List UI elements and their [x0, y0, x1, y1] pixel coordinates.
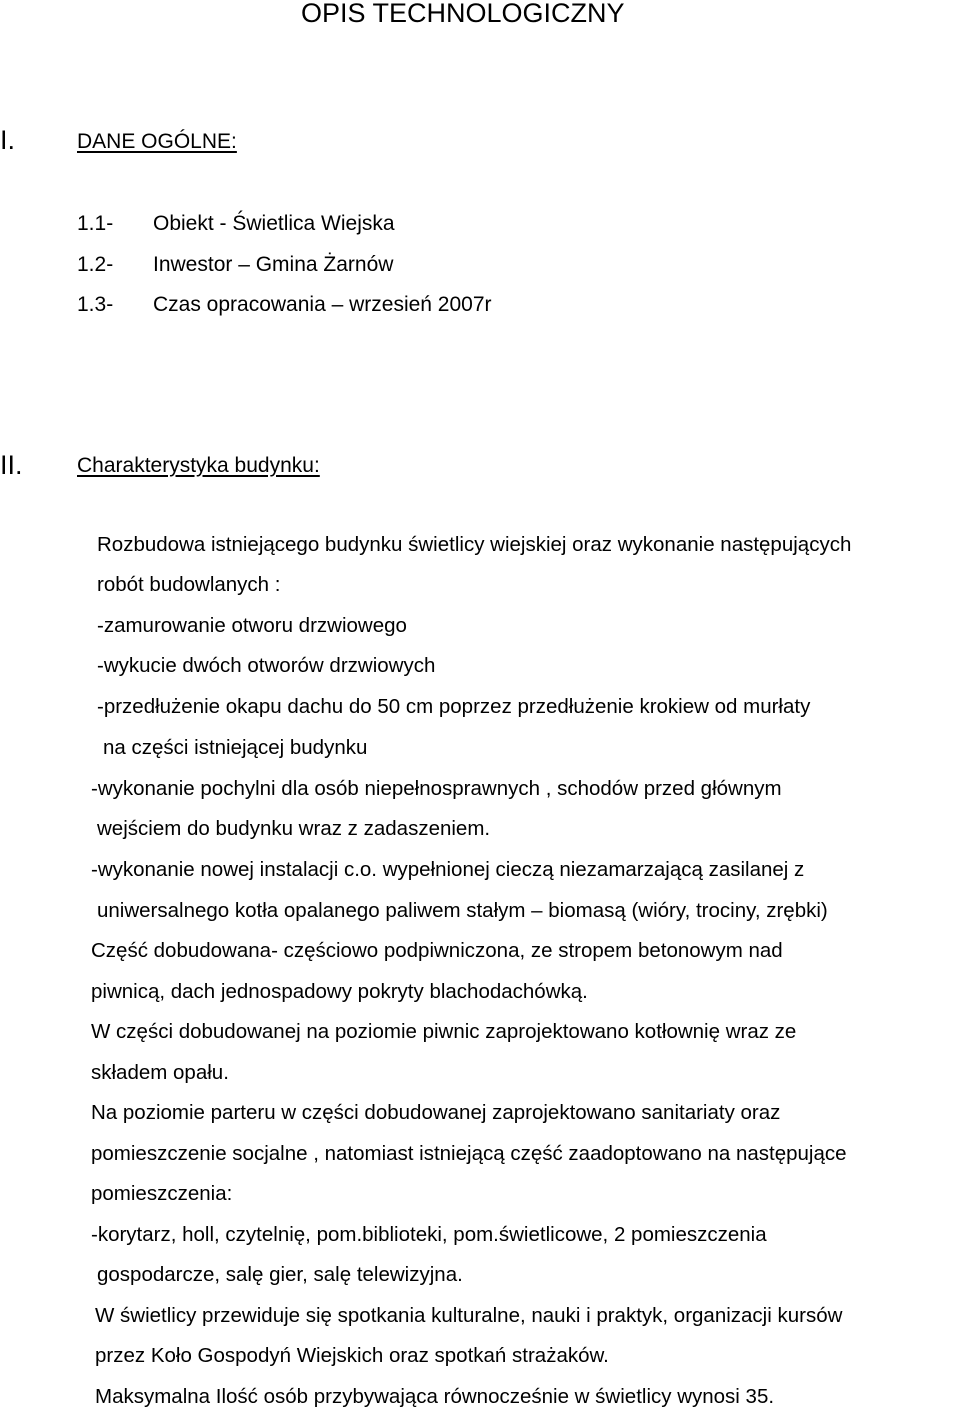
paragraph-line: Rozbudowa istniejącego budynku świetlicy wiejskiej oraz wykonanie następujących	[97, 533, 852, 556]
paragraph-line: przez Koło Gospodyń Wiejskich oraz spotkań strażaków.	[95, 1344, 609, 1367]
section-1-heading: DANE OGÓLNE:	[77, 130, 237, 153]
item-number: 1.1-	[77, 212, 114, 235]
paragraph-line: -wykonanie pochylni dla osób niepełnosprawnych , schodów przed głównym	[91, 777, 782, 800]
paragraph-line: W części dobudowanej na poziomie piwnic zaprojektowano kotłownię wraz ze	[91, 1020, 797, 1043]
item-text: Obiekt - Świetlica Wiejska	[153, 212, 395, 235]
item-number: 1.3-	[77, 293, 114, 316]
paragraph-line: Maksymalna Ilość osób przybywająca równocześnie w świetlicy wynosi 35.	[95, 1385, 775, 1408]
document-title: OPIS TECHNOLOGICZNY	[301, 0, 625, 28]
paragraph-line: robót budowlanych :	[97, 573, 281, 596]
paragraph-line: wejściem do budynku wraz z zadaszeniem.	[97, 817, 491, 840]
paragraph-line: -przedłużenie okapu dachu do 50 cm poprzez przedłużenie krokiew od murłaty	[97, 695, 811, 718]
paragraph-line: -wykucie dwóch otworów drzwiowych	[97, 654, 436, 677]
paragraph-line: Część dobudowana- częściowo podpiwniczona, ze stropem betonowym nad	[91, 939, 783, 962]
paragraph-line: -korytarz, holl, czytelnię, pom.biblioteki, pom.świetlicowe, 2 pomieszczenia	[91, 1223, 767, 1246]
paragraph-line: -wykonanie nowej instalacji c.o. wypełnionej cieczą niezamarzającą zasilanej z	[91, 858, 805, 881]
paragraph-line: piwnicą, dach jednospadowy pokryty blachodachówką.	[91, 980, 588, 1003]
paragraph-line: uniwersalnego kotła opalanego paliwem stałym – biomasą (wióry, trociny, zrębki)	[97, 899, 828, 922]
paragraph-line: składem opału.	[91, 1061, 229, 1084]
section-2-heading: Charakterystyka budynku:	[77, 454, 320, 477]
item-number: 1.2-	[77, 253, 114, 276]
item-text: Inwestor – Gmina Żarnów	[153, 253, 394, 276]
section-1-number: I.	[0, 125, 16, 155]
section-2-number: II.	[0, 450, 23, 480]
paragraph-line: gospodarcze, salę gier, salę telewizyjna.	[97, 1263, 463, 1286]
paragraph-line: -zamurowanie otworu drzwiowego	[97, 614, 407, 637]
item-text: Czas opracowania – wrzesień 2007r	[153, 293, 492, 316]
paragraph-line: pomieszczenie socjalne , natomiast istniejącą część zaadoptowano na następujące	[91, 1142, 847, 1165]
paragraph-line: pomieszczenia:	[91, 1182, 233, 1205]
paragraph-line: na części istniejącej budynku	[103, 736, 368, 759]
paragraph-line: Na poziomie parteru w części dobudowanej zaprojektowano sanitariaty oraz	[91, 1101, 781, 1124]
paragraph-line: W świetlicy przewiduje się spotkania kulturalne, nauki i praktyk, organizacji kursów	[95, 1304, 843, 1327]
